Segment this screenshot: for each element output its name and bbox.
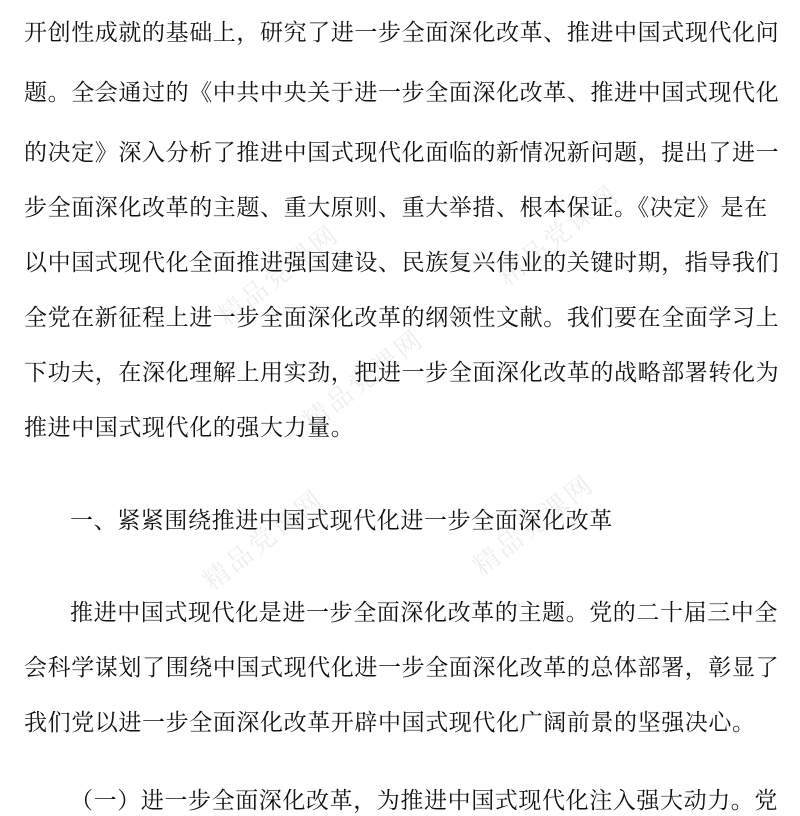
paragraph-line: 会科学谋划了围绕中国式现代化进一步全面深化改革的总体部署，彰显了 xyxy=(24,655,780,681)
paragraph-line: 开创性成就的基础上，研究了进一步全面深化改革、推进中国式现代化问 xyxy=(24,20,780,46)
paragraph-line: 以中国式现代化全面推进强国建设、民族复兴伟业的关键时期，指导我们 xyxy=(24,250,780,276)
paragraph-line-partial: （一）进一步全面深化改革，为推进中国式现代化注入强大动力。党 xyxy=(70,788,778,814)
paragraph-line: 的决定》深入分析了推进中国式现代化面临的新情况新问题，提出了进一 xyxy=(24,140,780,166)
watermark: 精品党课网 xyxy=(492,179,626,292)
paragraph-line: 推进中国式现代化的强大力量。 xyxy=(24,415,355,441)
paragraph-line: 我们党以进一步全面深化改革开辟中国式现代化广阔前景的坚强决心。 xyxy=(24,710,756,736)
watermark: 精品党课网 xyxy=(212,219,346,332)
paragraph-line: 步全面深化改革的主题、重大原则、重大举措、根本保证。《决定》是在 xyxy=(24,195,768,221)
watermark: 精品党课网 xyxy=(297,324,431,437)
watermark: 精品党课网 xyxy=(467,469,601,582)
paragraph-line: 题。全会通过的《中共中央关于进一步全面深化改革、推进中国式现代化 xyxy=(24,80,780,106)
paragraph-line: 全党在新征程上进一步全面深化改革的纲领性文献。我们要在全面学习上 xyxy=(24,305,780,331)
paragraph-line: 下功夫，在深化理解上用实劲，把进一步全面深化改革的战略部署转化为 xyxy=(24,360,780,386)
watermark: 精品党课网 xyxy=(197,484,331,597)
paragraph-line: 推进中国式现代化是进一步全面深化改革的主题。党的二十届三中全 xyxy=(70,600,778,626)
section-heading: 一、紧紧围绕推进中国式现代化进一步全面深化改革 xyxy=(70,508,613,534)
